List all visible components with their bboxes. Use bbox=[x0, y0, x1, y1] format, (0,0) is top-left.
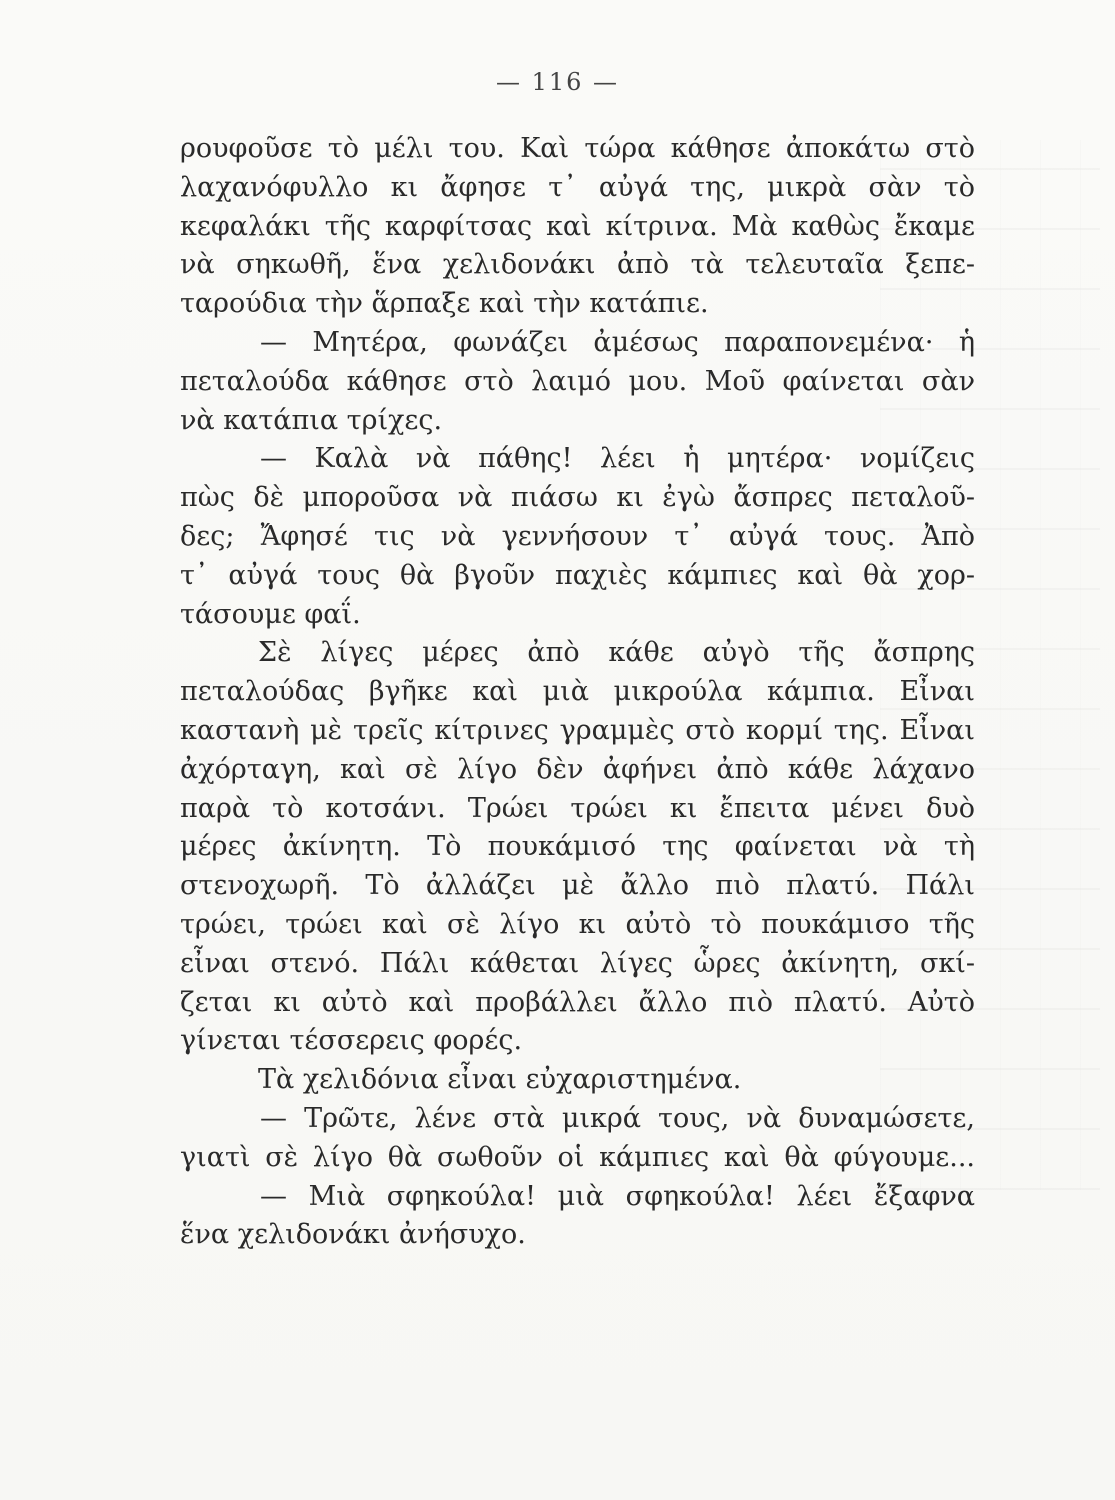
text-line: ἕνα χελιδονάκι ἀνήσυχο. bbox=[180, 1219, 526, 1251]
text-line: — Μητέρα, φωνάζει ἀμέσως παραπονεμένα· ἡ bbox=[260, 326, 975, 358]
text-line: — Μιὰ σφηκούλα! μιὰ σφηκούλα! λέει ἔξαφνα bbox=[260, 1180, 975, 1212]
text-line: τάσουμε φαΐ. bbox=[180, 598, 361, 630]
text-line: ζεται κι αὐτὸ καὶ προβάλλει ἄλλο πιὸ πλατύ. Αὐτὸ bbox=[180, 986, 975, 1018]
text-line: τ᾽ αὐγά τους θὰ βγοῦν παχιὲς κάμπιες καὶ θὰ χορ- bbox=[180, 559, 975, 591]
text-line: πὼς δὲ μποροῦσα νὰ πιάσω κι ἐγὼ ἄσπρες πεταλοῦ- bbox=[180, 482, 975, 514]
text-line: στενοχωρῆ. Τὸ ἀλλάζει μὲ ἄλλο πιὸ πλατύ. Πάλι bbox=[180, 870, 975, 902]
text-line: γιατὶ σὲ λίγο θὰ σωθοῦν οἱ κάμπιες καὶ θὰ φύγουμε... bbox=[180, 1141, 975, 1173]
text-line: πεταλούδα κάθησε στὸ λαιμό μου. Μοῦ φαίνεται σὰν bbox=[180, 365, 975, 397]
text-line: νὰ σηκωθῆ, ἕνα χελιδονάκι ἀπὸ τὰ τελευταῖα ξεπε- bbox=[180, 249, 975, 281]
text-line: δες; Ἄφησέ τις νὰ γεννήσουν τ᾽ αὐγά τους. Ἀπὸ bbox=[180, 520, 975, 552]
text-line: — Τρῶτε, λένε στὰ μικρά τους, νὰ δυναμώσετε, bbox=[260, 1102, 975, 1134]
text-line: καστανὴ μὲ τρεῖς κίτρινες γραμμὲς στὸ κορμί της. Εἶναι bbox=[180, 714, 975, 746]
text-line: ἀχόρταγη, καὶ σὲ λίγο δὲν ἀφήνει ἀπὸ κάθε λάχανο bbox=[180, 753, 975, 785]
text-line: Σὲ λίγες μέρες ἀπὸ κάθε αὐγὸ τῆς ἄσπρης bbox=[258, 637, 975, 669]
text-line: μέρες ἀκίνητη. Τὸ πουκάμισό της φαίνεται νὰ τὴ bbox=[180, 831, 975, 863]
text-line: εἶναι στενό. Πάλι κάθεται λίγες ὧρες ἀκίνητη, σκί- bbox=[180, 947, 975, 979]
text-line: ρουφοῦσε τὸ μέλι του. Καὶ τώρα κάθησε ἀποκάτω στὸ bbox=[180, 133, 975, 164]
text-line: ταρούδια τὴν ἅρπαξε καὶ τὴν κατάπιε. bbox=[180, 288, 709, 320]
text-line: κεφαλάκι τῆς καρφίτσας καὶ κίτρινα. Μὰ καθὼς ἔκαμε bbox=[180, 210, 975, 242]
text-line: νὰ κατάπια τρίχες. bbox=[180, 404, 443, 436]
text-line: Τὰ χελιδόνια εἶναι εὐχαριστημένα. bbox=[258, 1064, 742, 1096]
text-line: τρώει, τρώει καὶ σὲ λίγο κι αὐτὸ τὸ πουκάμισο τῆς bbox=[180, 908, 975, 940]
text-line: πεταλούδας βγῆκε καὶ μιὰ μικρούλα κάμπια. Εἶναι bbox=[180, 676, 975, 708]
text-line: γίνεται τέσσερεις φορές. bbox=[180, 1025, 523, 1057]
text-line: λαχανόφυλλο κι ἄφησε τ᾽ αὐγά της, μικρὰ σὰν τὸ bbox=[180, 171, 975, 203]
page-number: — 116 — bbox=[495, 68, 620, 96]
text-line: παρὰ τὸ κοτσάνι. Τρώει τρώει κι ἔπειτα μένει δυὸ bbox=[180, 792, 975, 824]
text-line: — Καλὰ νὰ πάθης! λέει ἡ μητέρα· νομίζεις bbox=[260, 443, 975, 475]
body-text bbox=[180, 130, 975, 1255]
